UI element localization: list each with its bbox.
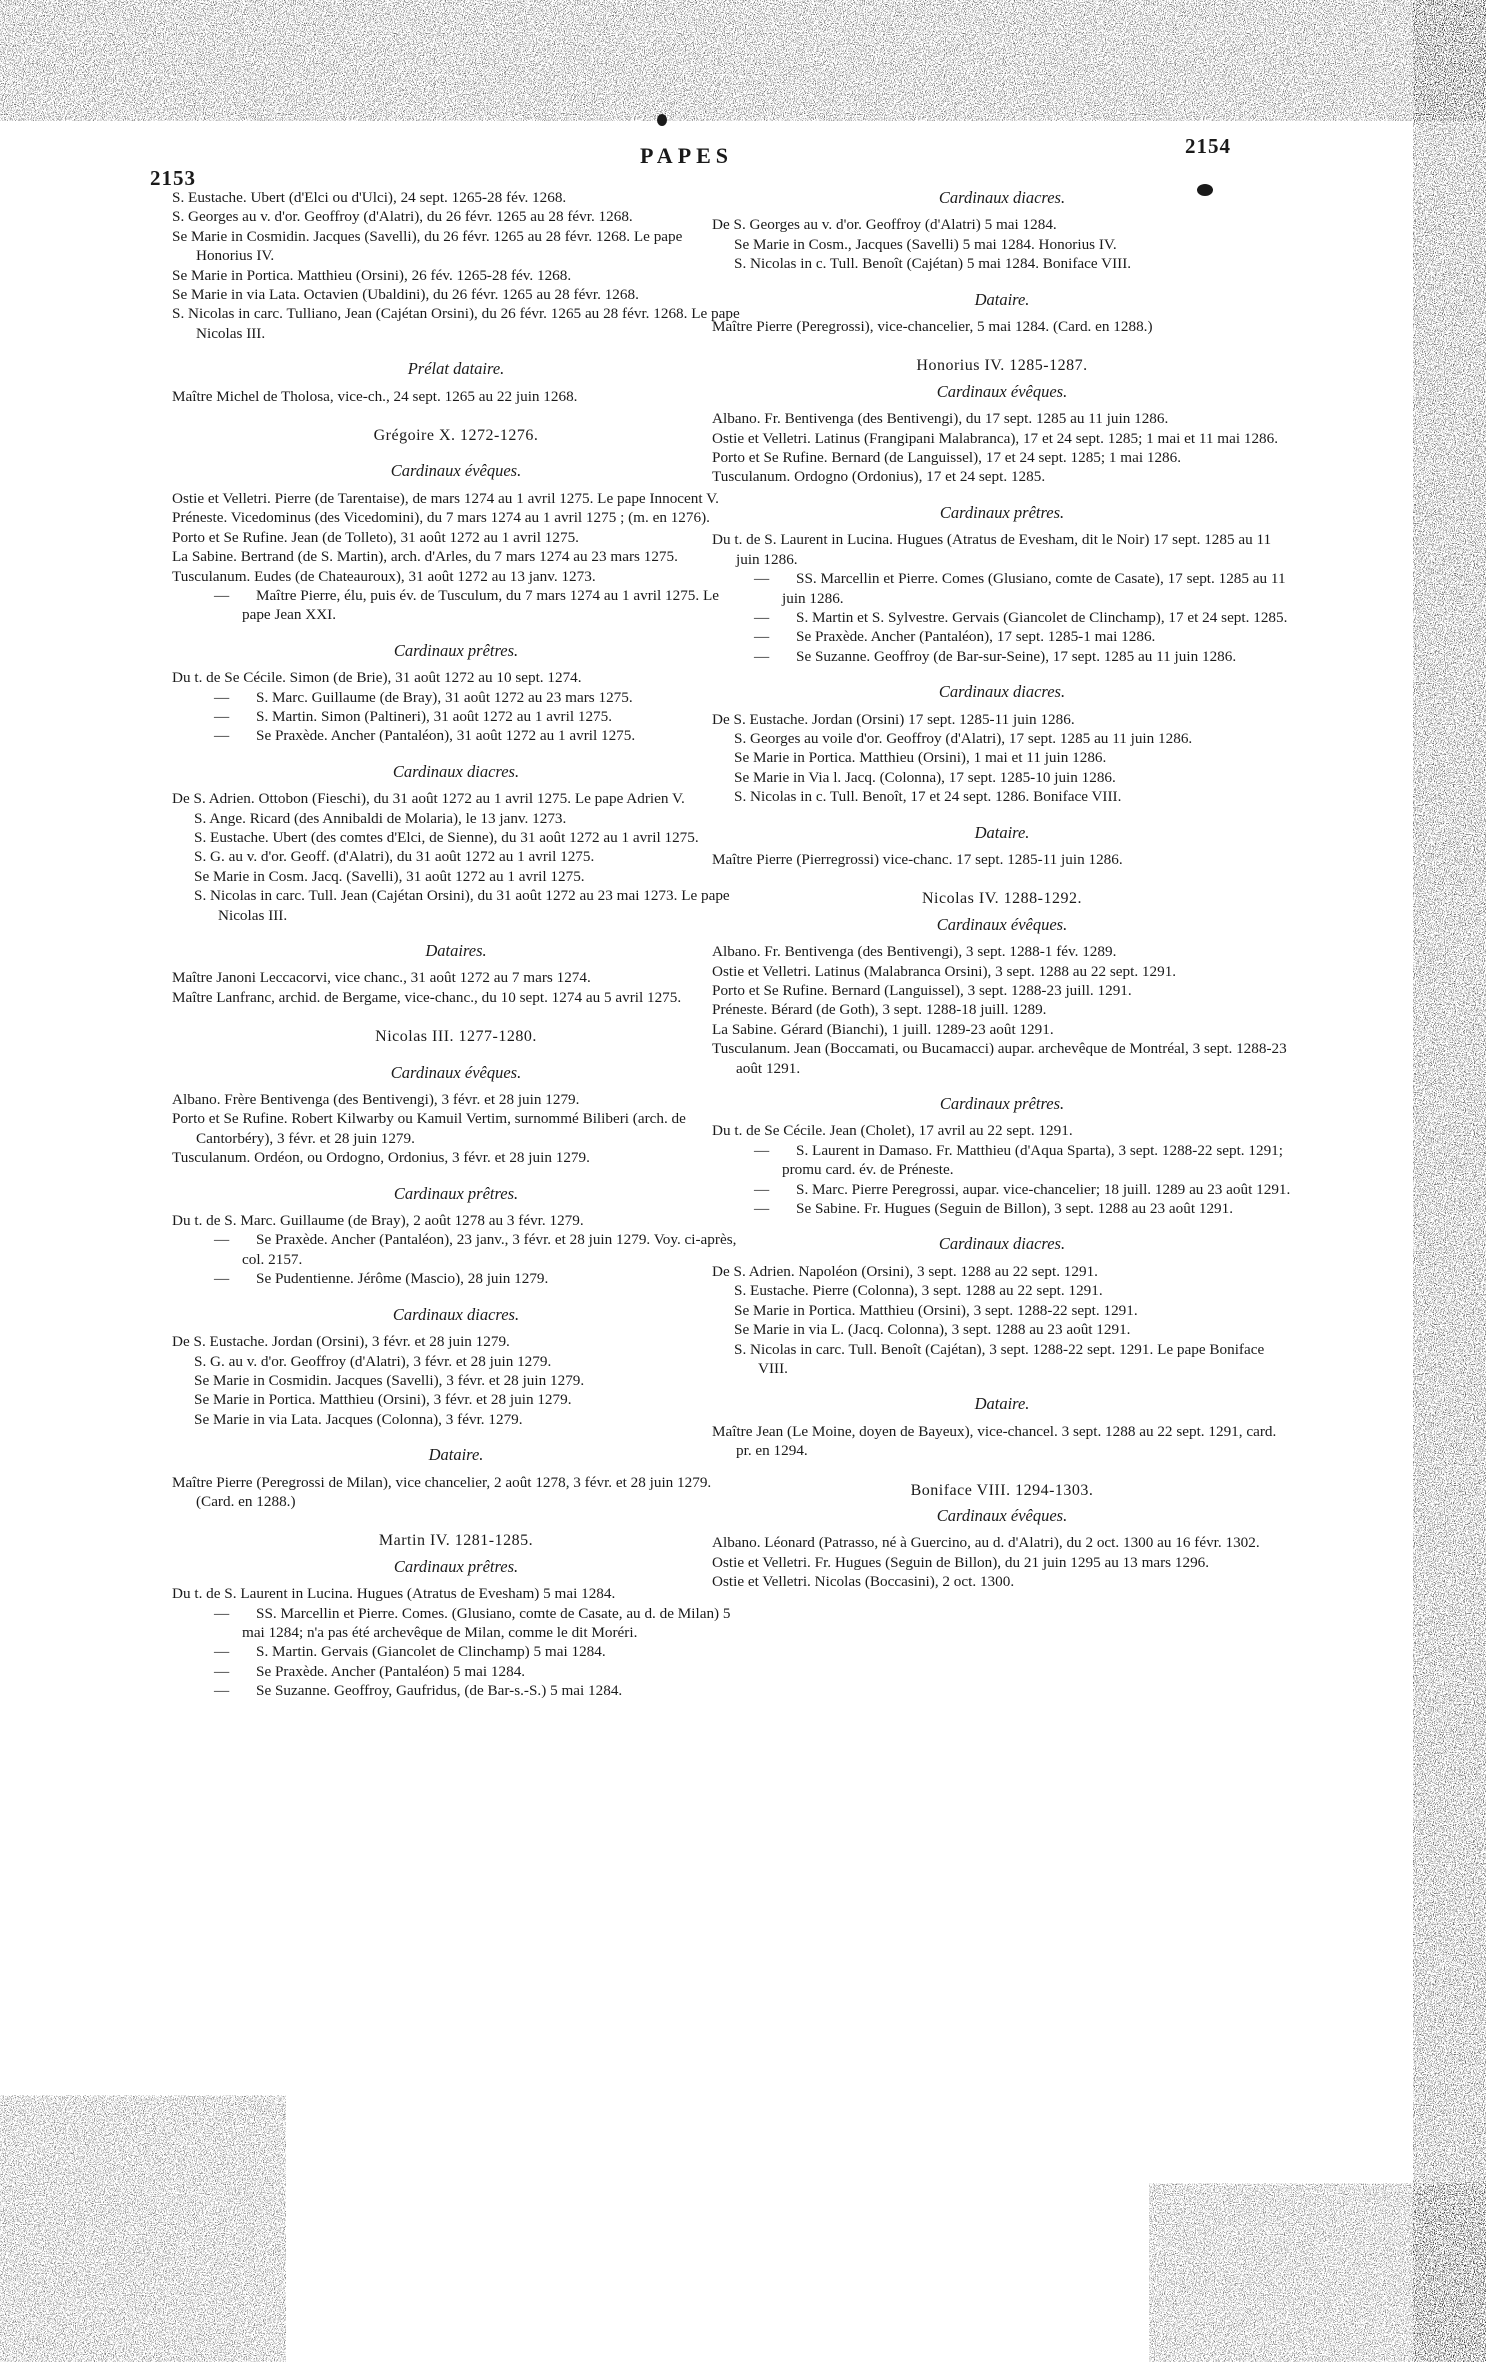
dash-mark: — [754,570,770,588]
entry: Préneste. Bérard (de Goth), 3 sept. 1288-18 juill. 1289. [712,1001,1047,1019]
section-heading: Cardinaux évêques. [390,1062,522,1082]
left-column [172,188,740,1701]
entry-text: S. Marc. Pierre Peregrossi, aupar. vice-chancelier; 18 juill. 1289 au 23 août 1291. [796,1180,1291,1198]
entry-text: S. Martin. Gervais (Giancolet de Clinchamp) 5 mai 1284. [256,1643,606,1661]
entry: S. Nicolas in c. Tull. Benoît, 17 et 24 sept. 1286. Boniface VIII. [734,788,1122,806]
page-number-right: 2154 [1185,134,1231,158]
section-heading: Cardinaux diacres. [938,188,1066,207]
entry-text: Se Praxède. Ancher (Pantaléon), 17 sept. 1285-1 mai 1286. [796,628,1156,646]
dash-mark: — [754,608,770,626]
entry: Se Marie in Portica. Matthieu (Orsini), 3 févr. et 28 juin 1279. [194,1391,572,1409]
entry: Albano. Fr. Bentivenga (des Bentivengi), 3 sept. 1288-1 fév. 1289. [712,943,1117,961]
entry: Porto et Se Rufine. Bernard (de Languissel), 17 et 24 sept. 1285; 1 mai 1286. [712,449,1182,467]
entry: Porto et Se Rufine. Bernard (Languissel), 3 sept. 1288-23 juill. 1291. [712,982,1132,999]
entry: Se Marie in Portica. Matthieu (Orsini), 26 fév. 1265-28 fév. 1268. [172,266,572,284]
entry-dash [172,688,740,707]
entry: Du t. de S. Laurent in Lucina. Hugues (Atratus de Evesham, dit le Noir) 17 sept. 1285 au 11 juin 1286. [712,531,1272,568]
entry: Tusculanum. Ordogno (Ordonius), 17 et 24 sept. 1285. [712,468,1046,486]
entry: Se Marie in Cosm., Jacques (Savelli) 5 mai 1284. Honorius IV. [734,235,1117,253]
entry: S. G. au v. d'or. Geoffroy (d'Alatri), 3 févr. et 28 juin 1279. [194,1352,552,1370]
entry-dash [172,726,740,745]
entry: De S. Adrien. Ottobon (Fieschi), du 31 août 1272 au 1 avril 1275. Le pape Adrien V. [172,790,685,808]
entry: Se Marie in Cosmidin. Jacques (Savelli), 3 févr. et 28 juin 1279. [194,1371,585,1389]
entry: Maître Pierre (Pierregrossi) vice-chanc. 17 sept. 1285-11 juin 1286. [712,850,1123,868]
dash-mark: — [214,1662,230,1680]
dash-mark: — [754,647,770,665]
entry-dash [712,1141,1292,1180]
entry-dash [172,1269,740,1288]
entry-text: Se Praxède. Ancher (Pantaléon), 23 janv., 3 févr. et 28 juin 1279. Voy. ci-après, col. 2157. [242,1231,737,1268]
entry-text: Se Suzanne. Geoffroy, Gaufridus, (de Bar-s.-S.) 5 mai 1284. [256,1682,623,1700]
entry: S. Eustache. Pierre (Colonna), 3 sept. 1288 au 22 sept. 1291. [734,1282,1103,1300]
dash-mark: — [754,1141,770,1159]
entry: S. Georges au v. d'or. Geoffroy (d'Alatri), du 26 févr. 1265 au 28 févr. 1268. [172,208,633,226]
entry-text: Se Sabine. Fr. Hugues (Seguin de Billon), 3 sept. 1288 au 23 août 1291. [796,1200,1234,1218]
section-heading: Dataires. [425,941,487,960]
pope-heading: Boniface VIII. 1294-1303. [910,1481,1094,1499]
entry-dash [172,707,740,726]
entry-dash [712,647,1292,666]
dash-mark: — [754,1200,770,1218]
section-heading: Dataire. [428,1445,484,1465]
entry: Tusculanum. Jean (Boccamati, ou Bucamacci) aupar. archevêque de Montréal, 3 sept. 1288-23 août 1291. [712,1040,1287,1077]
entry: S. Georges au voile d'or. Geoffroy (d'Alatri), 17 sept. 1285 au 11 juin 1286. [734,729,1193,747]
dash-mark: — [214,1643,230,1661]
entry-text: S. Martin et S. Sylvestre. Gervais (Giancolet de Clinchamp), 17 et 24 sept. 1285. [796,608,1288,626]
entry-dash [712,569,1292,608]
running-title: PAPES [640,143,734,168]
entry: Porto et Se Rufine. Robert Kilwarby ou Kamuil Vertim, surnommé Biliberi (arch. de Cantorbéry), 3 févr. et 28 juin 1279. [172,1110,686,1147]
entry: S. Nicolas in c. Tull. Benoît (Cajétan) 5 mai 1284. Boniface VIII. [734,255,1132,273]
entry: Maître Michel de Tholosa, vice-ch., 24 sept. 1265 au 22 juin 1268. [172,387,578,405]
entry-text: SS. Marcellin et Pierre. Comes. (Glusiano, comte de Casate, au d. de Milan) 5 mai 1284; n'a pas été archevêque de Milan, comme le dit Moréri. [242,1604,731,1641]
entry: De S. Eustache. Jordan (Orsini) 17 sept. 1285-11 juin 1286. [712,710,1075,728]
entry: Maître Pierre (Peregrossi de Milan), vice chancelier, 2 août 1278, 3 févr. et 28 juin 1279. (Card. en 1288.) [172,1473,712,1510]
entry: Maître Pierre (Peregrossi), vice-chancelier, 5 mai 1284. (Card. en 1288.) [712,318,1153,336]
pope-heading: Honorius IV. 1285-1287. [916,357,1088,375]
entry: Se Marie in Portica. Matthieu (Orsini), 3 sept. 1288-22 sept. 1291. [734,1301,1138,1319]
entry: Albano. Léonard (Patrasso, né à Guercino, au d. d'Alatri), du 2 oct. 1300 au 16 févr. 1302. [712,1534,1260,1552]
entry-dash [712,1199,1292,1218]
section-heading: Cardinaux diacres. [938,682,1066,702]
entry: S. Nicolas in carc. Tull. Benoît (Cajétan), 3 sept. 1288-22 sept. 1291. Le pape Boniface VIII. [734,1340,1265,1377]
entry: Préneste. Vicedominus (des Vicedomini), du 7 mars 1274 au 1 avril 1275 ; (m. en 1276). [172,509,710,527]
entry: Se Marie in Cosm. Jacq. (Savelli), 31 août 1272 au 1 avril 1275. [194,867,585,885]
page-number-left: 2153 [150,166,196,190]
section-heading: Cardinaux évêques. [936,914,1068,934]
entry: S. G. au v. d'or. Geoff. (d'Alatri), du 31 août 1272 au 1 avril 1275. [194,848,595,866]
entry: Du t. de Se Cécile. Simon (de Brie), 31 août 1272 au 10 sept. 1274. [172,669,582,687]
entry-text: S. Laurent in Damaso. Fr. Matthieu (d'Aqua Sparta), 3 sept. 1288-22 sept. 1291; promu card. év. de Préneste. [782,1141,1283,1179]
entry-dash [172,1681,740,1700]
dash-mark: — [214,586,230,604]
dash-mark: — [754,628,770,646]
entry: S. Eustache. Ubert (des comtes d'Elci, de Sienne), du 31 août 1272 au 1 avril 1275. [194,828,699,846]
entry: Se Marie in via Lata. Jacques (Colonna), 3 févr. 1279. [194,1410,523,1428]
entry-text: Se Praxède. Ancher (Pantaléon) 5 mai 1284. [256,1662,526,1680]
section-heading: Cardinaux prêtres. [939,502,1065,522]
entry: Ostie et Velletri. Latinus (Malabranca Orsini), 3 sept. 1288 au 22 sept. 1291. [712,962,1177,980]
entry: S. Eustache. Ubert (d'Elci ou d'Ulci), 24 sept. 1265-28 fév. 1268. [172,189,567,206]
section-heading: Cardinaux prêtres. [393,1183,519,1203]
entry: Se Marie in Via l. Jacq. (Colonna), 17 sept. 1285-10 juin 1286. [734,768,1116,786]
section-heading: Cardinaux diacres. [938,1234,1066,1254]
entry: La Sabine. Bertrand (de S. Martin), arch. d'Arles, du 7 mars 1274 au 23 mars 1275. [172,548,678,566]
entry: Ostie et Velletri. Fr. Hugues (Seguin de Billon), du 21 juin 1295 au 13 mars 1296. [712,1553,1210,1571]
entry: Ostie et Velletri. Pierre (de Tarentaise), de mars 1274 au 1 avril 1275. Le pape Innocent V. [172,489,719,507]
entry-dash [172,1662,740,1681]
entry: Porto et Se Rufine. Jean (de Tolleto), 31 août 1272 au 1 avril 1275. [172,528,579,546]
section-heading: Cardinaux évêques. [936,381,1068,401]
section-heading: Cardinaux diacres. [392,761,520,781]
pope-heading: Martin IV. 1281-1285. [378,1532,534,1550]
entry: Du t. de S. Marc. Guillaume (de Bray), 2 août 1278 au 3 févr. 1279. [172,1212,584,1230]
section-heading: Cardinaux prêtres. [393,1556,519,1576]
section-heading: Dataire. [974,822,1030,842]
entry: Maître Lanfranc, archid. de Bergame, vice-chanc., du 10 sept. 1274 au 5 avril 1275. [172,988,682,1006]
section-heading: Cardinaux évêques. [936,1505,1068,1525]
dash-mark: — [214,727,230,745]
entry-dash [712,1180,1292,1199]
entry-dash [712,627,1292,646]
entry: Tusculanum. Eudes (de Chateauroux), 31 août 1272 au 13 janv. 1273. [172,567,596,585]
section-heading: Dataire. [974,1394,1030,1414]
entry-dash [172,1230,740,1269]
dash-mark: — [214,707,230,725]
entry: De S. Georges au v. d'or. Geoffroy (d'Alatri) 5 mai 1284. [712,216,1057,234]
dash-mark: — [214,1682,230,1700]
entry-text: SS. Marcellin et Pierre. Comes (Glusiano, comte de Casate), 17 sept. 1285 au 11 juin 1286. [782,570,1286,607]
dash-mark: — [214,1270,230,1288]
entry-dash [172,1642,740,1661]
entry-dash [172,586,740,625]
pope-heading: Nicolas IV. 1288-1292. [921,890,1083,908]
entry: Du t. de S. Laurent in Lucina. Hugues (Atratus de Evesham) 5 mai 1284. [172,1585,616,1603]
entry-text: S. Martin. Simon (Paltineri), 31 août 1272 au 1 avril 1275. [256,707,613,725]
section-heading: Cardinaux évêques. [390,461,522,481]
entry-dash [712,608,1292,627]
entry: Maître Janoni Leccacorvi, vice chanc., 31 août 1272 au 7 mars 1274. [172,969,591,987]
entry: Se Marie in Portica. Matthieu (Orsini), 1 mai et 11 juin 1286. [734,749,1107,767]
entry: Se Marie in via Lata. Octavien (Ubaldini), du 26 févr. 1265 au 28 févr. 1268. [172,286,639,304]
section-heading: Cardinaux prêtres. [939,1094,1065,1114]
entry: Tusculanum. Ordéon, ou Ordogno, Ordonius, 3 févr. et 28 juin 1279. [172,1149,590,1167]
dash-mark: — [754,1180,770,1198]
entry: Maître Jean (Le Moine, doyen de Bayeux), vice-chancel. 3 sept. 1288 au 22 sept. 1291, card. pr. en 1294. [712,1422,1277,1460]
entry: Ostie et Velletri. Latinus (Frangipani Malabranca), 17 et 24 sept. 1285; 1 mai et 11 mai 1286. [712,429,1279,447]
entry-text: Maître Pierre, élu, puis év. de Tusculum, du 7 mars 1274 au 1 avril 1275. Le pape Jean XXI. [242,586,720,624]
pope-heading: Grégoire X. 1272-1276. [373,427,539,445]
entry: Se Marie in via L. (Jacq. Colonna), 3 sept. 1288 au 23 août 1291. [734,1321,1131,1339]
dash-mark: — [214,688,230,706]
entry: Albano. Fr. Bentivenga (des Bentivengi), du 17 sept. 1285 au 11 juin 1286. [712,410,1169,428]
entry-text: S. Marc. Guillaume (de Bray), 31 août 1272 au 23 mars 1275. [256,688,633,706]
section-heading: Cardinaux diacres. [392,1304,520,1324]
section-heading: Dataire. [974,289,1030,309]
right-column [712,188,1292,1592]
section-heading: Prélat dataire. [407,359,505,379]
entry: S. Nicolas in carc. Tulliano, Jean (Cajétan Orsini), du 26 févr. 1265 au 28 févr. 1268. Le pape Nicolas III. [172,305,740,342]
entry-text: Se Pudentienne. Jérôme (Mascio), 28 juin 1279. [256,1270,549,1288]
pope-heading: Nicolas III. 1277-1280. [375,1028,537,1046]
dash-mark: — [214,1231,230,1249]
dash-mark: — [214,1604,230,1622]
entry: De S. Eustache. Jordan (Orsini), 3 févr. et 28 juin 1279. [172,1333,510,1351]
entry-dash [172,1604,740,1643]
entry: S. Nicolas in carc. Tull. Jean (Cajétan Orsini), du 31 août 1272 au 23 mai 1273. Le pape Nicolas III. [194,887,730,924]
entry: Se Marie in Cosmidin. Jacques (Savelli), du 26 févr. 1265 au 28 févr. 1268. Le pape Honorius IV. [172,227,683,265]
entry: S. Ange. Ricard (des Annibaldi de Molaria), le 13 janv. 1273. [194,809,567,827]
entry: La Sabine. Gérard (Bianchi), 1 juill. 1289-23 août 1291. [712,1020,1054,1038]
entry-text: Se Praxède. Ancher (Pantaléon), 31 août 1272 au 1 avril 1275. [256,727,636,745]
entry-text: Se Suzanne. Geoffroy (de Bar-sur-Seine), 17 sept. 1285 au 11 juin 1286. [796,647,1237,665]
entry: Du t. de Se Cécile. Jean (Cholet), 17 avril au 22 sept. 1291. [712,1122,1073,1140]
entry: Ostie et Velletri. Nicolas (Boccasini), 2 oct. 1300. [712,1573,1015,1591]
section-heading: Cardinaux prêtres. [393,640,519,660]
entry: De S. Adrien. Napoléon (Orsini), 3 sept. 1288 au 22 sept. 1291. [712,1262,1098,1280]
entry: Albano. Frère Bentivenga (des Bentivengi), 3 févr. et 28 juin 1279. [172,1091,580,1109]
